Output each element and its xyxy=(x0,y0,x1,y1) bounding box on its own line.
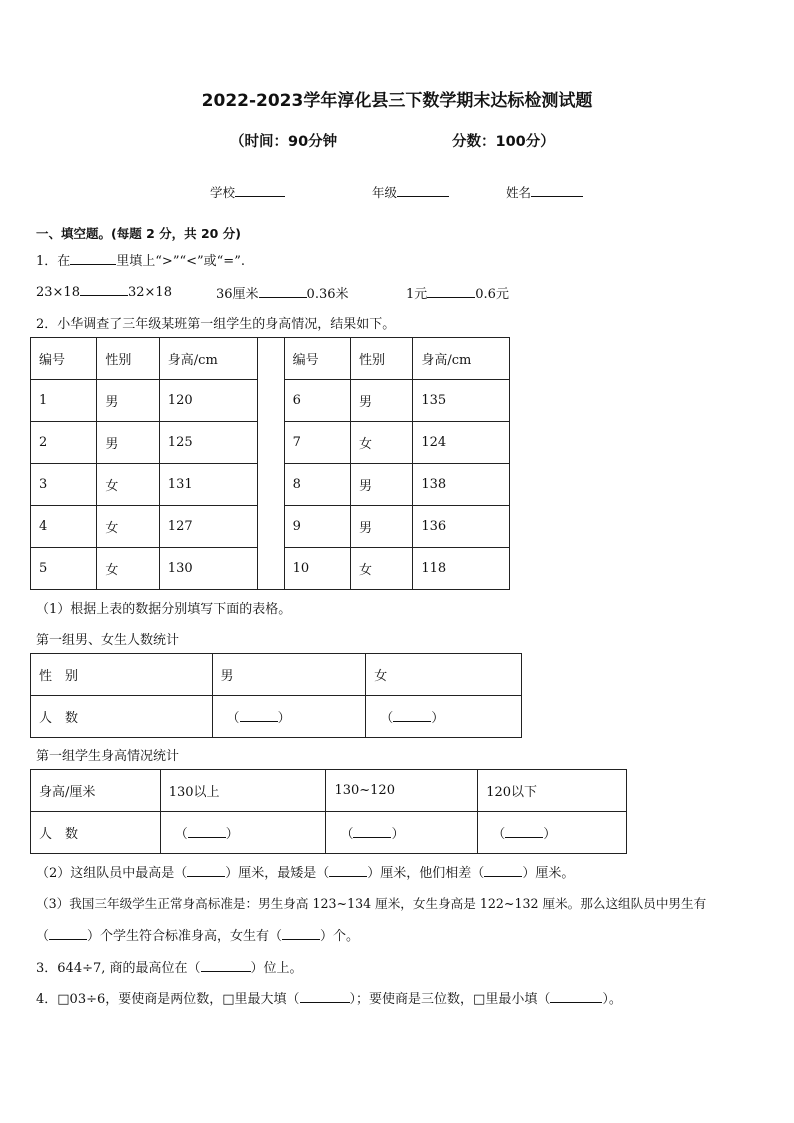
grade-label: 年级 xyxy=(372,185,398,200)
table-cell: 120以下 xyxy=(478,770,627,812)
header-cell: 性别 xyxy=(97,338,159,380)
table-divider xyxy=(258,338,284,590)
q2-sub3-text: ）个。 xyxy=(320,929,360,944)
height-range-table xyxy=(30,769,627,854)
header-cell: 身高/cm xyxy=(413,338,510,380)
table-cell: 男 xyxy=(97,422,159,464)
table-row xyxy=(31,812,627,854)
q2-sub2-text: ）厘米。 xyxy=(522,866,575,881)
table-cell: 6 xyxy=(284,380,350,422)
answer-cell-female[interactable] xyxy=(366,696,522,738)
paren-close: ） xyxy=(391,827,405,842)
paren-open: （ xyxy=(380,711,394,726)
q3-blank[interactable] xyxy=(201,959,251,972)
table-cell: 131 xyxy=(159,464,258,506)
table-cell: 2 xyxy=(31,422,97,464)
table-cell: 男 xyxy=(350,506,412,548)
paren-open: （ xyxy=(492,827,506,842)
q2-sub-2 xyxy=(36,862,574,881)
table-cell: 男 xyxy=(212,654,366,696)
school-label: 学校 xyxy=(210,185,236,200)
table-cell: 人 数 xyxy=(31,696,213,738)
header-cell: 编号 xyxy=(284,338,350,380)
paren-open: （ xyxy=(174,827,188,842)
table-cell: 女 xyxy=(366,654,522,696)
q1-item-1 xyxy=(36,283,172,300)
table-cell: 9 xyxy=(284,506,350,548)
question-4 xyxy=(36,988,622,1007)
grade-field xyxy=(372,183,449,201)
gender-table-caption: 第一组男、女生人数统计 xyxy=(36,633,180,648)
table-cell: 130以上 xyxy=(160,770,326,812)
q3-text: ）位上。 xyxy=(250,961,303,976)
grade-blank[interactable] xyxy=(397,184,449,197)
boys-standard-blank[interactable] xyxy=(49,927,87,940)
q2-sub2-text: ）厘米，最矮是（ xyxy=(225,866,330,881)
exam-score: 分数：100分） xyxy=(452,134,555,150)
answer-blank[interactable] xyxy=(353,825,391,838)
table-cell: 125 xyxy=(159,422,258,464)
table-cell: 女 xyxy=(97,548,159,590)
q2-sub3-text: ）个学生符合标准身高，女生有（ xyxy=(87,929,283,944)
q1-suffix: 里填上“>”“<”或“=”. xyxy=(116,254,245,269)
school-field xyxy=(210,183,285,201)
table-cell: 身高/厘米 xyxy=(31,770,161,812)
paren-close: ） xyxy=(225,827,239,842)
name-label: 姓名 xyxy=(506,185,532,200)
table-cell: 女 xyxy=(97,506,159,548)
table-cell: 118 xyxy=(413,548,510,590)
table-cell: 人 数 xyxy=(31,812,161,854)
table-cell: 女 xyxy=(350,422,412,464)
table-cell: 135 xyxy=(413,380,510,422)
answer-cell-over-130[interactable] xyxy=(160,812,326,854)
table-cell: 130 xyxy=(159,548,258,590)
table-cell: 男 xyxy=(350,464,412,506)
shortest-blank[interactable] xyxy=(329,864,367,877)
name-field xyxy=(506,183,583,201)
q3-text: 3．644÷7, 商的最高位在（ xyxy=(36,961,201,976)
page-title: 2022-2023学年淳化县三下数学期末达标检测试题 xyxy=(201,91,593,111)
answer-cell-male[interactable] xyxy=(212,696,366,738)
question-2-stem: 2．小华调查了三年级某班第一组学生的身高情况，结果如下。 xyxy=(36,317,396,332)
table-cell: 5 xyxy=(31,548,97,590)
table-cell: 女 xyxy=(97,464,159,506)
q1-item-1-left: 23×18 xyxy=(36,285,80,300)
q1-item-3-right: 0.6元 xyxy=(475,287,509,302)
q2-sub2-text: （2）这组队员中最高是（ xyxy=(36,866,188,881)
table-cell: 124 xyxy=(413,422,510,464)
table-cell: 136 xyxy=(413,506,510,548)
table-cell: 1 xyxy=(31,380,97,422)
table-cell: 男 xyxy=(350,380,412,422)
q1-item-1-blank[interactable] xyxy=(80,283,128,296)
table-cell: 4 xyxy=(31,506,97,548)
table-cell: 男 xyxy=(97,380,159,422)
answer-cell-120-130[interactable] xyxy=(326,812,478,854)
answer-blank[interactable] xyxy=(505,825,543,838)
table-header-row xyxy=(31,338,510,380)
q2-sub3-text: （ xyxy=(36,929,50,944)
table-cell: 女 xyxy=(350,548,412,590)
paren-close: ） xyxy=(277,711,291,726)
table-cell: 138 xyxy=(413,464,510,506)
section-heading: 一、填空题。(每题 2 分，共 20 分) xyxy=(36,226,241,241)
q4-text: ）。 xyxy=(602,992,622,1007)
difference-blank[interactable] xyxy=(484,864,522,877)
q1-prefix: 1．在 xyxy=(36,254,71,269)
answer-blank[interactable] xyxy=(240,709,278,722)
table-cell: 8 xyxy=(284,464,350,506)
q1-blank xyxy=(70,252,116,265)
table-cell: 7 xyxy=(284,422,350,464)
question-1-stem xyxy=(36,250,245,269)
header-cell: 性别 xyxy=(350,338,412,380)
q4-min-blank[interactable] xyxy=(550,990,602,1003)
q4-text: ）；要使商是三位数，□里最小填（ xyxy=(349,992,551,1007)
table-cell: 3 xyxy=(31,464,97,506)
exam-time: （时间：90分钟 xyxy=(230,134,338,150)
table-cell: 127 xyxy=(159,506,258,548)
paren-open: （ xyxy=(226,711,240,726)
answer-cell-under-120[interactable] xyxy=(478,812,627,854)
paren-close: ） xyxy=(543,827,557,842)
tallest-blank[interactable] xyxy=(187,864,225,877)
school-blank[interactable] xyxy=(235,184,285,197)
table-cell: 120 xyxy=(159,380,258,422)
answer-blank[interactable] xyxy=(188,825,226,838)
paren-close: ） xyxy=(431,711,445,726)
q2-sub-3-line-1: （3）我国三年级学生正常身高标准是：男生身高 123~134 厘米，女生身高是 122~132 厘米。那么这组队员中男生有 xyxy=(36,896,707,911)
girls-standard-blank[interactable] xyxy=(282,927,320,940)
table-row xyxy=(31,654,522,696)
q1-item-3-left: 1元 xyxy=(406,287,428,302)
q2-sub-1: （1）根据上表的数据分别填写下面的表格。 xyxy=(36,602,292,617)
table-cell: 性 别 xyxy=(31,654,213,696)
table-row xyxy=(31,696,522,738)
q4-max-blank[interactable] xyxy=(300,990,350,1003)
q4-text: 4．□03÷6，要使商是两位数，□里最大填（ xyxy=(36,992,300,1007)
answer-blank[interactable] xyxy=(393,709,431,722)
question-3 xyxy=(36,957,303,976)
q1-item-3-blank[interactable] xyxy=(427,285,475,298)
q1-item-3 xyxy=(406,283,509,302)
name-blank[interactable] xyxy=(531,184,583,197)
table-cell: 10 xyxy=(284,548,350,590)
gender-count-table xyxy=(30,653,522,738)
table-row xyxy=(31,770,627,812)
paren-open: （ xyxy=(340,827,354,842)
q1-item-2-right: 0.36米 xyxy=(306,287,349,302)
q2-sub-3-line-2 xyxy=(36,925,359,944)
q1-item-2-blank[interactable] xyxy=(259,285,307,298)
header-cell: 身高/cm xyxy=(159,338,258,380)
height-data-table xyxy=(30,337,510,590)
q1-item-2 xyxy=(216,283,349,302)
header-cell: 编号 xyxy=(31,338,97,380)
q1-item-1-right: 32×18 xyxy=(127,285,172,300)
table-cell: 130~120 xyxy=(326,770,478,812)
q1-item-2-left: 36厘米 xyxy=(216,287,259,302)
q2-sub2-text: ）厘米，他们相差（ xyxy=(367,866,485,881)
height-table-caption: 第一组学生身高情况统计 xyxy=(36,749,180,764)
